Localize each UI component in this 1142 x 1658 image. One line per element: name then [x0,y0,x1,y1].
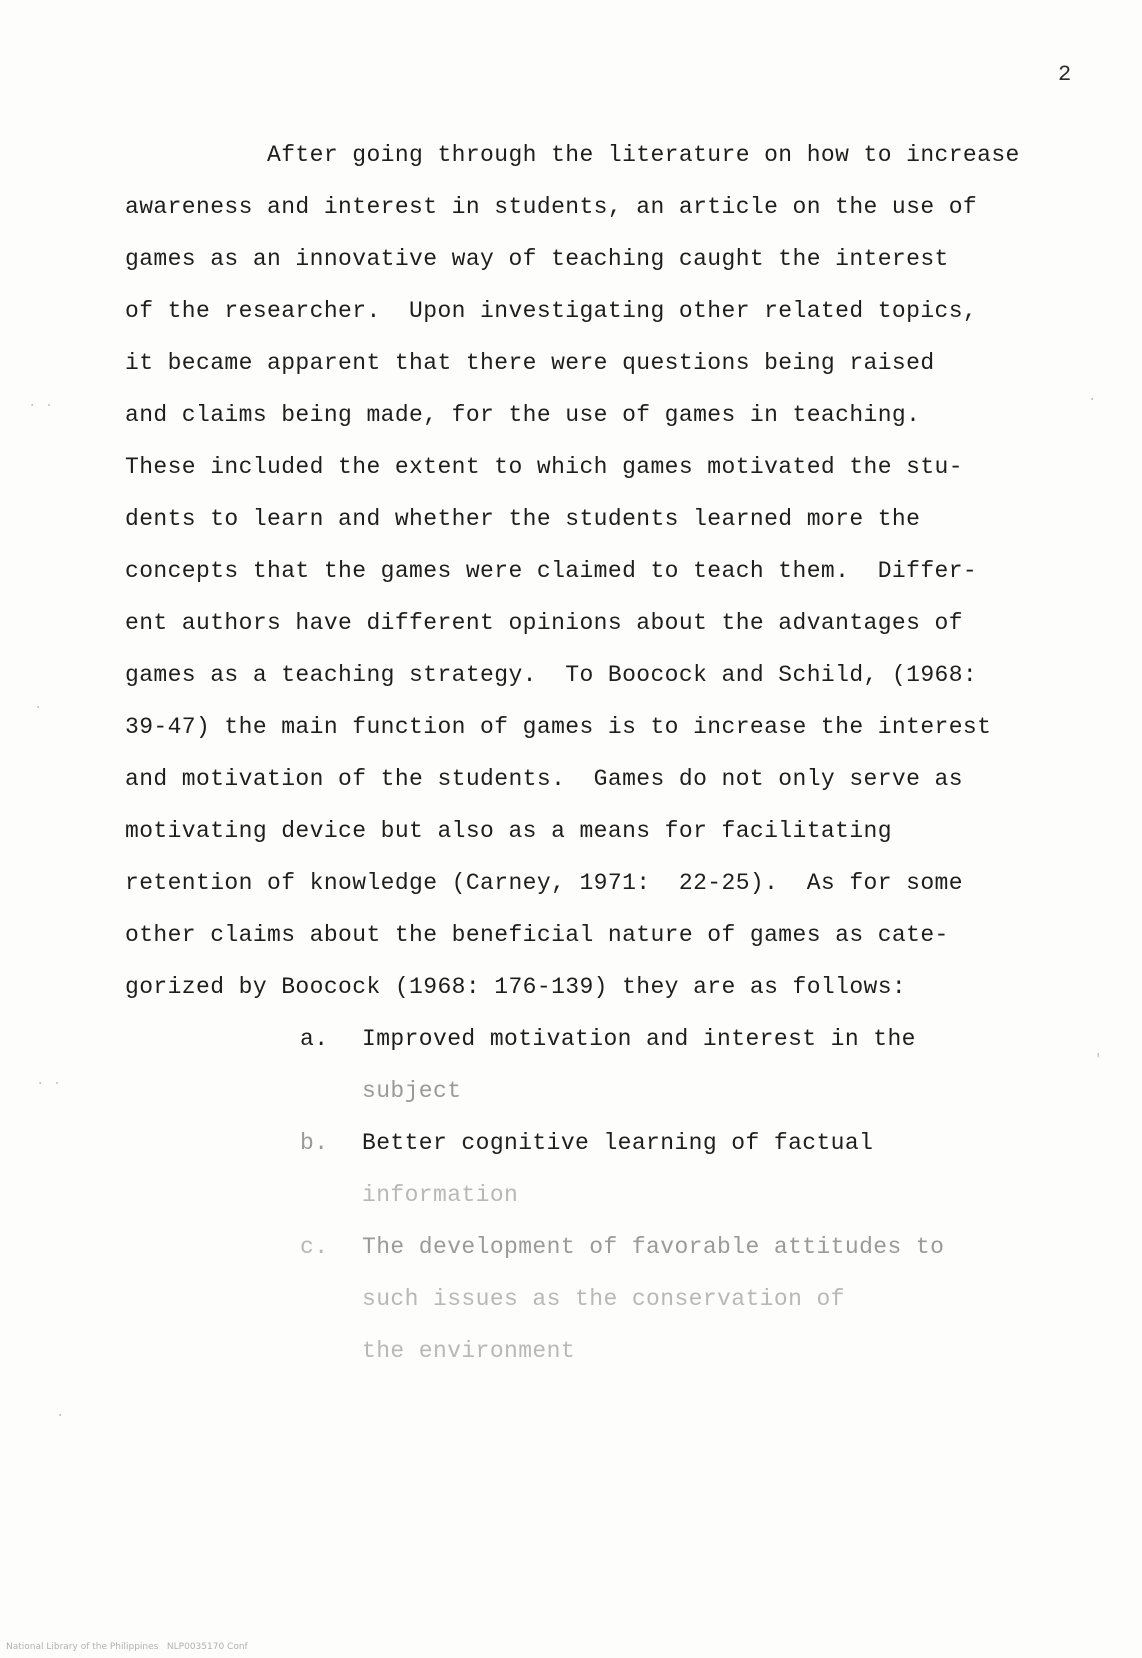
scan-footer: National Library of the Philippines NLP0035170 Conf [6,1642,248,1652]
paragraph-line: 39-47) the main function of games is to increase the interest [125,714,992,740]
paragraph-line: it became apparent that there were questions being raised [125,350,935,376]
paragraph-line: and claims being made, for the use of games in teaching. [125,402,921,428]
list-item-a-line: Improved motivation and interest in the [362,1026,916,1052]
paragraph-line: other claims about the beneficial nature of games as cate- [125,922,949,948]
scan-speck: · · [28,398,54,414]
scan-speck: · [1088,392,1097,408]
paragraph-line: awareness and interest in students, an article on the use of [125,194,978,220]
paragraph-line: gorized by Boocock (1968: 176-139) they are as follows: [125,974,907,1000]
list-item-c-line: the environment [362,1338,576,1364]
paragraph-line: After going through the literature on how to increase [125,142,1020,168]
page-number: 2 [1058,62,1072,87]
paragraph-line: games as a teaching strategy. To Boocock and Schild, (1968: [125,662,978,688]
list-marker-b: b. [300,1130,329,1156]
list-item-a-line: subject [362,1078,462,1104]
list-marker-c: c. [300,1234,329,1260]
paragraph-line: These included the extent to which games motivated the stu- [125,454,963,480]
paragraph-line: and motivation of the students. Games do not only serve as [125,766,963,792]
paragraph-line: retention of knowledge (Carney, 1971: 22-25). As for some [125,870,963,896]
list-item-b-line: information [362,1182,519,1208]
paragraph-line: motivating device but also as a means for facilitating [125,818,892,844]
list-marker-a: a. [300,1026,329,1052]
scan-speck: · · [36,1076,62,1092]
paragraph-line: games as an innovative way of teaching caught the interest [125,246,949,272]
list-item-b-line: Better cognitive learning of factual [362,1130,874,1156]
scan-speck: ' [1094,1052,1103,1068]
list-item-c-line: The development of favorable attitudes to [362,1234,945,1260]
paragraph-line: concepts that the games were claimed to teach them. Differ- [125,558,978,584]
paragraph-line: dents to learn and whether the students learned more the [125,506,921,532]
list-item-c-line: such issues as the conservation of [362,1286,845,1312]
scan-speck: · [56,1408,65,1424]
paragraph-line: ent authors have different opinions about the advantages of [125,610,963,636]
scan-speck: · [34,700,43,716]
paragraph-line: of the researcher. Upon investigating other related topics, [125,298,978,324]
